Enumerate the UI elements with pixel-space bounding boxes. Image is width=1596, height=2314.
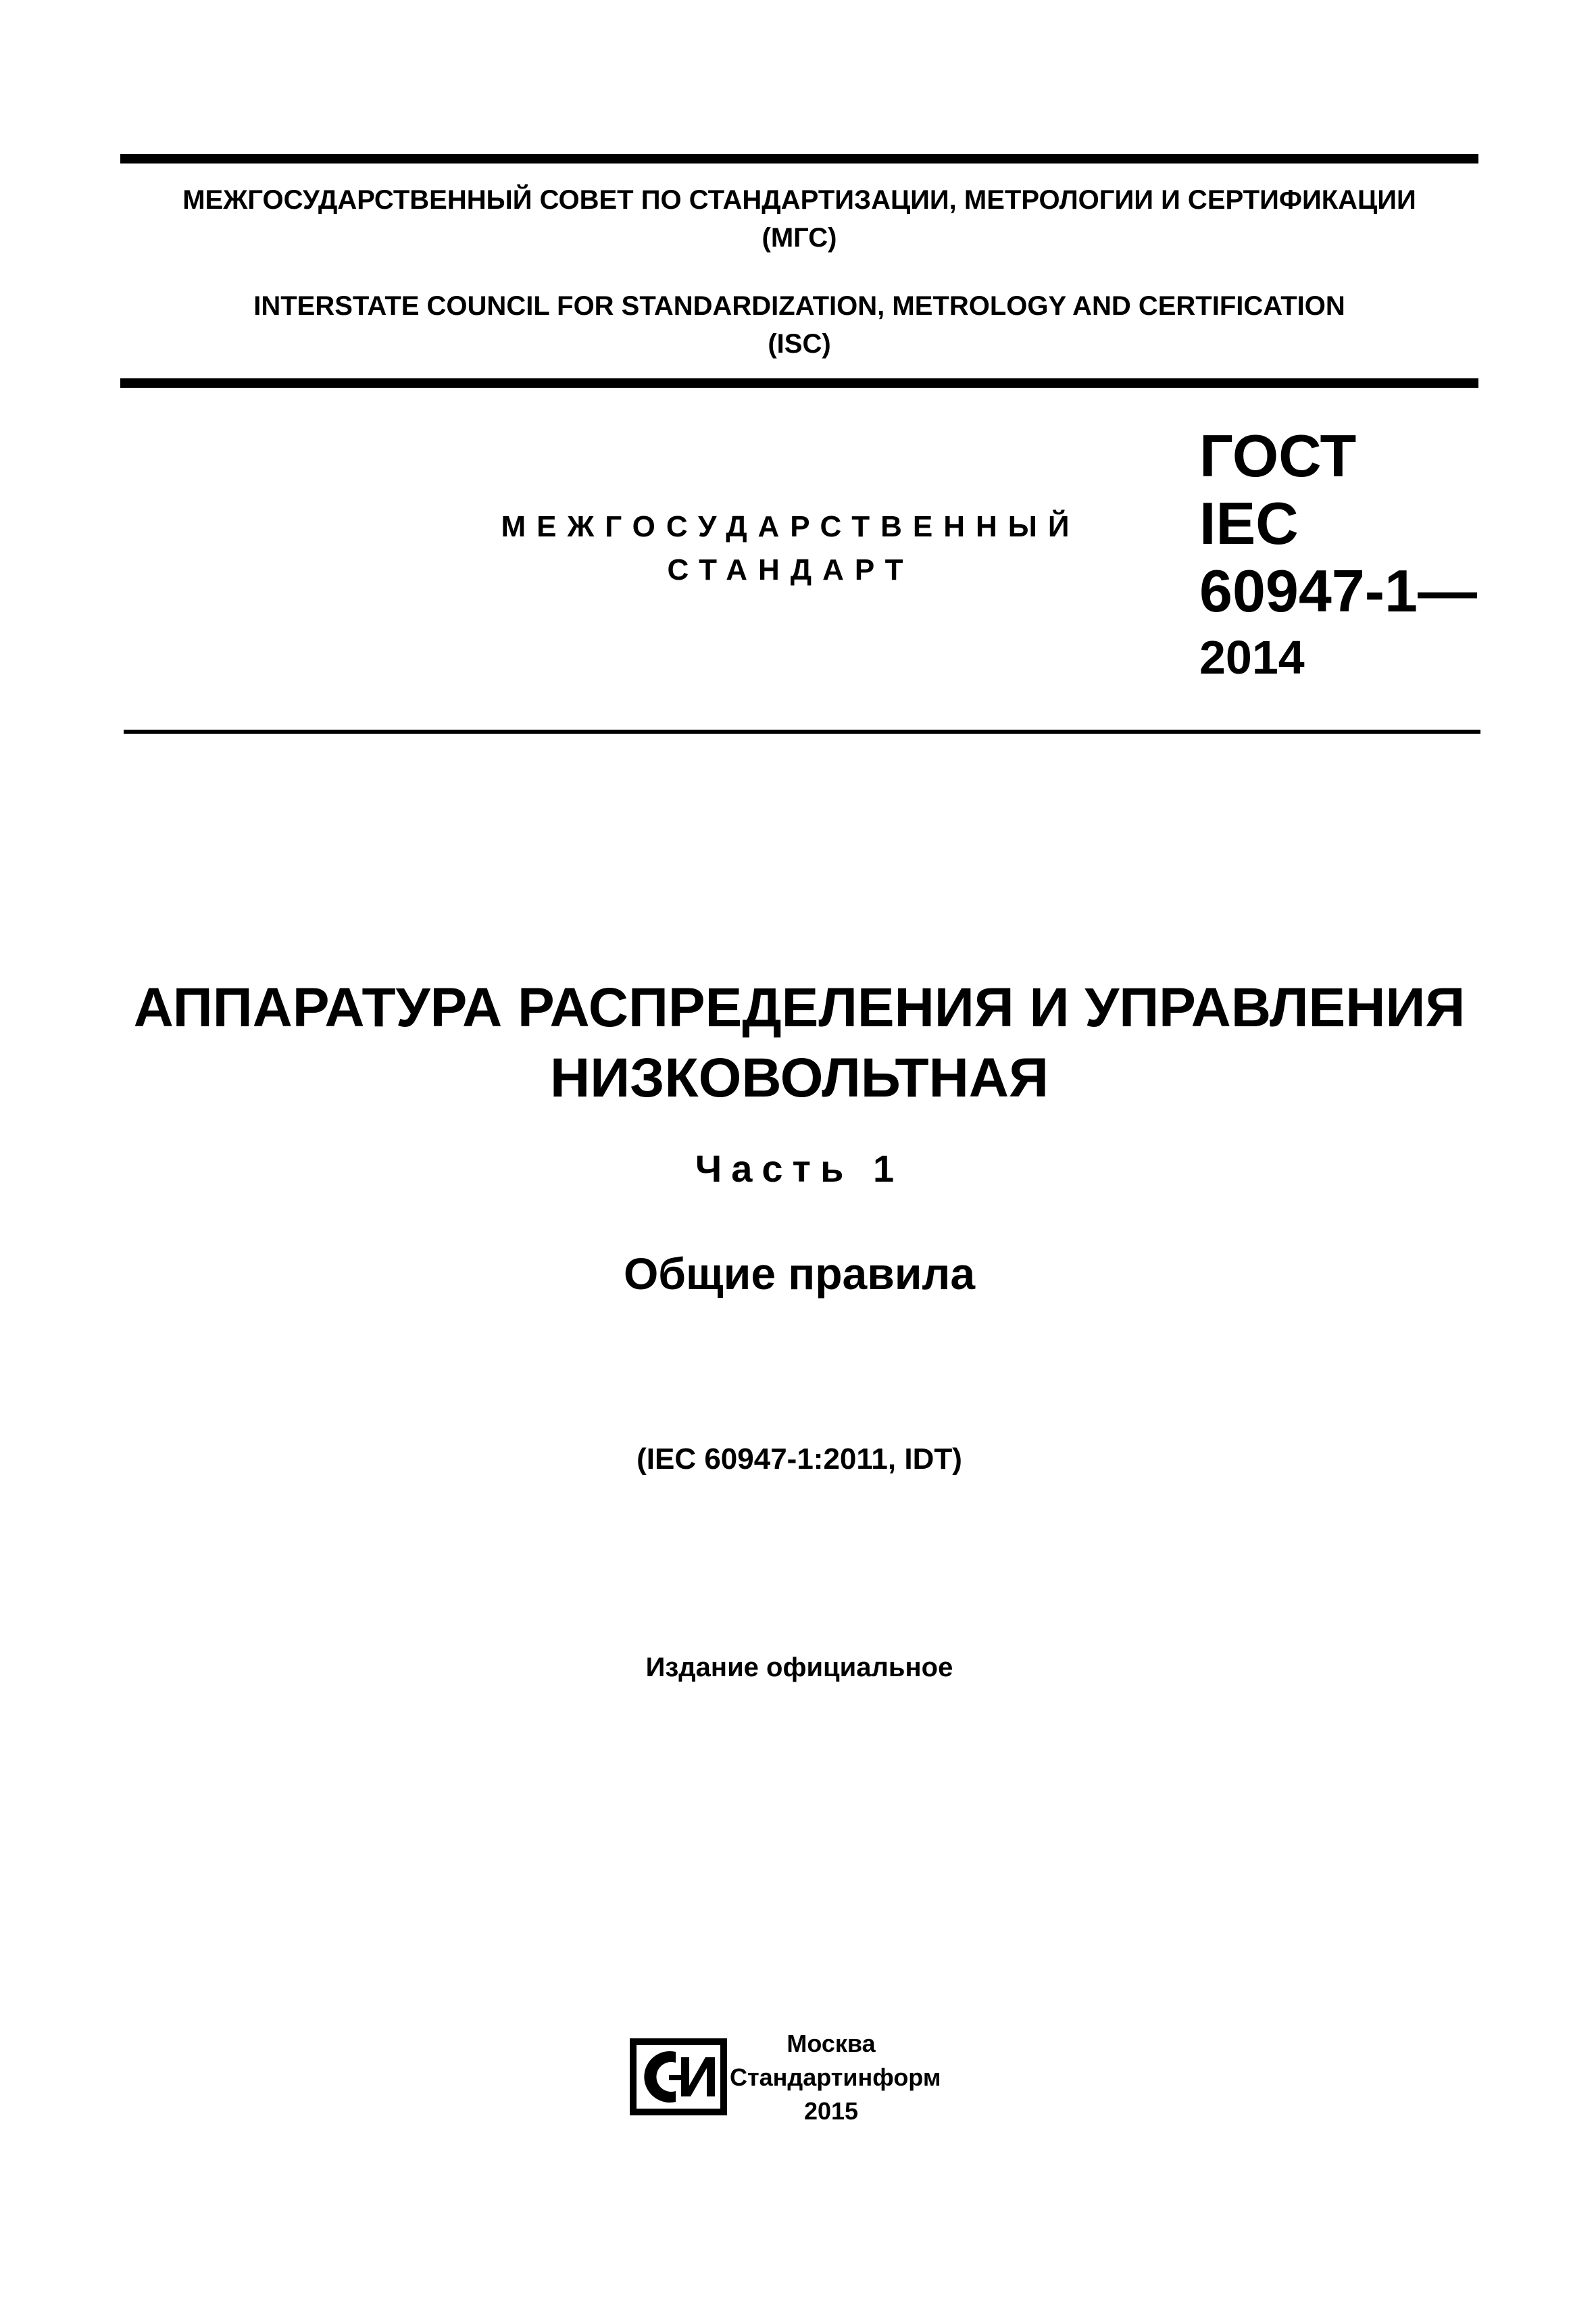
council-ru-line2: (МГС) xyxy=(762,223,837,253)
top-rule xyxy=(120,154,1478,164)
header-bottom-rule xyxy=(120,378,1478,388)
standard-designation xyxy=(1199,422,1551,690)
council-en-line1: INTERSTATE COUNCIL FOR STANDARDIZATION, METROLOGY AND CERTIFICATION xyxy=(253,291,1345,321)
designation-line4: 2014 xyxy=(1199,631,1305,684)
edition-label: Издание официальное xyxy=(645,1653,953,1682)
designation-rule xyxy=(124,730,1480,734)
standard-kind-line1: МЕЖГОСУДАРСТВЕННЫЙ xyxy=(501,510,1080,543)
council-ru xyxy=(120,181,1478,257)
publisher-city: Москва xyxy=(787,2030,876,2057)
publisher-year: 2015 xyxy=(803,2097,859,2125)
document-title xyxy=(120,973,1478,1113)
title-line2: НИЗКОВОЛЬТНАЯ xyxy=(550,1047,1049,1109)
council-en xyxy=(120,287,1478,363)
standartinform-logo-icon xyxy=(628,2037,728,2117)
title-line1: АППАРАТУРА РАСПРЕДЕЛЕНИЯ И УПРАВЛЕНИЯ xyxy=(133,977,1466,1038)
designation-line1: ГОСТ xyxy=(1199,422,1357,489)
designation-line2: IEC xyxy=(1199,490,1299,557)
publisher-block xyxy=(730,2027,941,2128)
standard-kind xyxy=(473,505,1108,592)
publisher-name: Стандартинформ xyxy=(730,2063,941,2091)
iec-reference: (IEC 60947-1:2011, IDT) xyxy=(637,1442,962,1476)
document-subtitle: Общие правила xyxy=(623,1249,976,1299)
council-ru-line1: МЕЖГОСУДАРСТВЕННЫЙ СОВЕТ ПО СТАНДАРТИЗАЦИИ, МЕТРОЛОГИИ И СЕРТИФИКАЦИИ xyxy=(182,185,1416,215)
standard-kind-line2: СТАНДАРТ xyxy=(667,553,914,586)
part-label: Часть 1 xyxy=(695,1147,904,1190)
council-en-line2: (ISC) xyxy=(768,329,831,359)
designation-line3: 60947-1— xyxy=(1199,557,1477,624)
